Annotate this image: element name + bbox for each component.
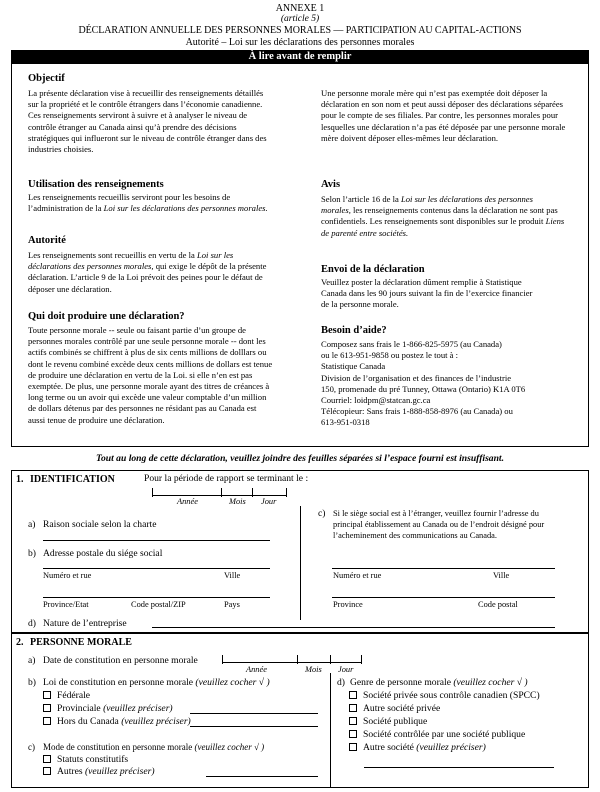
envoi-text: Veuillez poster la déclaration dûment remplie à Statistique Canada dans les 90 jours suivant la fin de l’exercice financier de la personne morale. bbox=[321, 277, 533, 310]
option-controlee[interactable]: Société contrôlée par une société publique bbox=[349, 729, 525, 740]
corporation-type-label: Genre de personne morale (veuillez cocher √ ) bbox=[350, 677, 528, 688]
inc-month-label: Mois bbox=[305, 665, 322, 674]
city-label: Ville bbox=[224, 571, 241, 580]
provinciale-specify-field[interactable] bbox=[190, 713, 318, 714]
s2-b-letter: b) bbox=[28, 677, 36, 688]
aide-text: Composez sans frais le 1-866-825-5975 (au Canada) ou le 613-951-9858 ou postez le tout à : Statistique Canada Division de l’organisation et des finances de l’industrie 150, promenade du pré Tunney, Ottawa (Ontario) K1A 0T6 Courriel: loidpm@statcan.gc.ca Télécopieur: Sans frais 1-888-858-8976 (au Canada) ou 613-951-0318 bbox=[321, 339, 526, 428]
inc-date-tick bbox=[330, 655, 331, 664]
s2-a-letter: a) bbox=[28, 655, 36, 666]
option-hors-canada[interactable]: Hors du Canada (veuillez préciser) bbox=[43, 716, 191, 727]
c-street-field[interactable] bbox=[332, 568, 555, 569]
c-city-label: Ville bbox=[493, 571, 510, 580]
period-date-tick bbox=[221, 488, 222, 497]
avis-text: Selon l’article 16 de la Loi sur les déclarations des personnes morales, les renseignements contenus dans la déclaration ne sont pas confidentiels. Les renseignements sont disponibles sur le produit Liens de parenté entre sociétés. bbox=[321, 194, 565, 238]
controlee-checkbox[interactable] bbox=[349, 730, 357, 738]
business-nature-label: Nature de l’entreprise bbox=[43, 618, 127, 629]
authority-line: Autorité – Loi sur les déclarations des personnes morales bbox=[185, 37, 415, 48]
avis-heading: Avis bbox=[321, 179, 341, 190]
c-province-field[interactable] bbox=[332, 597, 555, 598]
option-publique[interactable]: Société publique bbox=[349, 716, 427, 727]
s1-d-letter: d) bbox=[28, 618, 36, 629]
utilisation-heading: Utilisation des renseignements bbox=[28, 179, 164, 190]
incorporation-date-field[interactable] bbox=[222, 662, 361, 663]
country-label: Pays bbox=[224, 600, 240, 609]
hors-canada-checkbox[interactable] bbox=[43, 717, 51, 725]
attach-sheets-notice: Tout au long de cette déclaration, veuillez joindre des feuilles séparées si l’espace fourni est insuffisant. bbox=[96, 453, 504, 464]
utilisation-text: Les renseignements recueillis serviront pour les besoins de l’administration de la Loi sur les déclarations des personnes morales. bbox=[28, 192, 268, 214]
autorite-heading: Autorité bbox=[28, 235, 66, 246]
qui-text: Toute personne morale -- seule ou faisant partie d’un groupe de personnes morales contrôlé par une seule personne morale -- dont les actifs combinés se chiffrent à plus de six cents millions de dolllars ou dont le revenu combiné excède deux cents millions de dollars est tenue de produire une déclaration en vertu de la Loi. si elle n’en est pas exemptée. De plus, une personne morale ayant des titres de créances à long terme ou un avoir qui excède une valeur comptable d’un million de dollars détenus par des personnes ne résidant pas au Canada est aussi tenue de produire une déclaration. bbox=[28, 325, 273, 425]
corporate-name-field[interactable] bbox=[43, 540, 270, 541]
s1-a-letter: a) bbox=[28, 519, 36, 530]
section1-title: IDENTIFICATION bbox=[30, 474, 115, 485]
autre-privee-checkbox[interactable] bbox=[349, 704, 357, 712]
hors-canada-specify-field[interactable] bbox=[190, 726, 318, 727]
period-date-tick bbox=[286, 488, 287, 497]
publique-checkbox[interactable] bbox=[349, 717, 357, 725]
province-field[interactable] bbox=[43, 597, 270, 598]
inc-date-tick bbox=[297, 655, 298, 664]
inc-date-tick bbox=[361, 655, 362, 664]
province-state-label: Province/Etat bbox=[43, 600, 89, 609]
autorite-text: Les renseignements sont recueillis en vertu de la Loi sur les déclarations des personnes morales, qui exige le dépôt de la présente déclaration. L’article 9 de la Loi prévoit des peines pour le défaut de déposer une déclaration. bbox=[28, 250, 267, 294]
parent-corp-text: Une personne morale mère qui n’est pas exemptée doit déposer la déclaration en son nom et peut aussi déposer des déclarations séparées pour le compte de ses filiales. Par contre, les personnes morales pour lesquelles une déclaration n’a pas été déposée par une personne morale mère doivent déposer elles-mêmes leur déclaration. bbox=[321, 88, 566, 143]
option-autre-societe[interactable]: Autre société (veuillez préciser) bbox=[349, 742, 486, 753]
mailing-address-label: Adresse postale du siége social bbox=[43, 548, 163, 559]
s1-b-letter: b) bbox=[28, 548, 36, 559]
option-statuts[interactable]: Statuts constitutifs bbox=[43, 754, 128, 765]
section2-divider bbox=[330, 673, 331, 787]
objectif-heading: Objectif bbox=[28, 73, 65, 84]
street-label: Numéro et rue bbox=[43, 571, 92, 580]
c-province-label: Province bbox=[333, 600, 363, 609]
autres-specify-field[interactable] bbox=[206, 776, 318, 777]
street-field[interactable] bbox=[43, 568, 270, 569]
period-day-label: Jour bbox=[261, 497, 277, 506]
period-label: Pour la période de rapport se terminant le : bbox=[144, 473, 309, 484]
s2-c-letter: c) bbox=[28, 742, 35, 752]
incorporation-date-label: Date de constitution en personne morale bbox=[43, 655, 198, 666]
autre-societe-specify-field[interactable] bbox=[364, 767, 554, 768]
statuts-checkbox[interactable] bbox=[43, 755, 51, 763]
option-spcc[interactable]: Société privée sous contrôle canadien (SPCC) bbox=[349, 690, 540, 701]
postal-zip-label: Code postal/ZIP bbox=[131, 600, 186, 609]
inc-day-label: Jour bbox=[338, 665, 354, 674]
section2-number: 2. bbox=[16, 637, 24, 648]
c-street-label: Numéro et rue bbox=[333, 571, 382, 580]
c-postal-label: Code postal bbox=[478, 600, 518, 609]
foreign-head-office-text: Si le siège social est à l’étranger, veuillez fournir l’adresse du principal établissement au Canada ou de l’endroit désigné pour l’acheminement des communications au Canada. bbox=[333, 509, 545, 540]
incorporation-mode-label: Mode de constitution en personne morale (veuillez cocher √ ) bbox=[43, 742, 265, 752]
inc-year-label: Année bbox=[246, 665, 267, 674]
read-before-banner: À lire avant de remplir bbox=[11, 50, 589, 63]
qui-heading: Qui doit produire une déclaration? bbox=[28, 311, 185, 322]
option-autres[interactable]: Autres (veuillez préciser) bbox=[43, 766, 155, 777]
section1-divider bbox=[300, 506, 301, 620]
period-date-field[interactable] bbox=[152, 495, 286, 496]
option-autre-privee[interactable]: Autre société privée bbox=[349, 703, 440, 714]
incorporation-law-label: Loi de constitution en personne morale (veuillez cocher √ ) bbox=[43, 677, 270, 688]
envoi-heading: Envoi de la déclaration bbox=[321, 264, 425, 275]
autre-societe-checkbox[interactable] bbox=[349, 743, 357, 751]
provinciale-checkbox[interactable] bbox=[43, 704, 51, 712]
section1-number: 1. bbox=[16, 474, 24, 485]
section2-title: PERSONNE MORALE bbox=[30, 637, 132, 648]
period-year-label: Année bbox=[177, 497, 198, 506]
form-title: DÉCLARATION ANNUELLE DES PERSONNES MORALES — PARTICIPATION AU CAPITAL-ACTIONS bbox=[78, 25, 522, 36]
s1-c-letter: c) bbox=[318, 508, 326, 519]
option-provinciale[interactable]: Provinciale (veuillez préciser) bbox=[43, 703, 173, 714]
aide-heading: Besoin d’aide? bbox=[321, 325, 387, 336]
period-date-tick bbox=[252, 488, 253, 497]
s2-d-letter: d) bbox=[337, 677, 345, 688]
article-label: (article 5) bbox=[280, 14, 320, 24]
autres-checkbox[interactable] bbox=[43, 767, 51, 775]
corporate-name-label: Raison sociale selon la charte bbox=[43, 519, 157, 530]
objectif-text: La présente déclaration vise à recueillir des renseignements détaillés sur la propriété et le contrôle étrangers dans l’économie canadienne. Ces renseignements serviront à suivre et à analyser le niveau de contrôle étranger au Canada ainsi qu’à prendre des décisions stratégiques qui influeront sur le niveau de contrôle étranger dans des industries choisies. bbox=[28, 88, 267, 155]
business-nature-field[interactable] bbox=[152, 627, 555, 628]
spcc-checkbox[interactable] bbox=[349, 691, 357, 699]
federale-checkbox[interactable] bbox=[43, 691, 51, 699]
period-month-label: Mois bbox=[229, 497, 246, 506]
option-federale[interactable]: Fédérale bbox=[43, 690, 90, 701]
annex-label: ANNEXE 1 bbox=[275, 3, 325, 14]
